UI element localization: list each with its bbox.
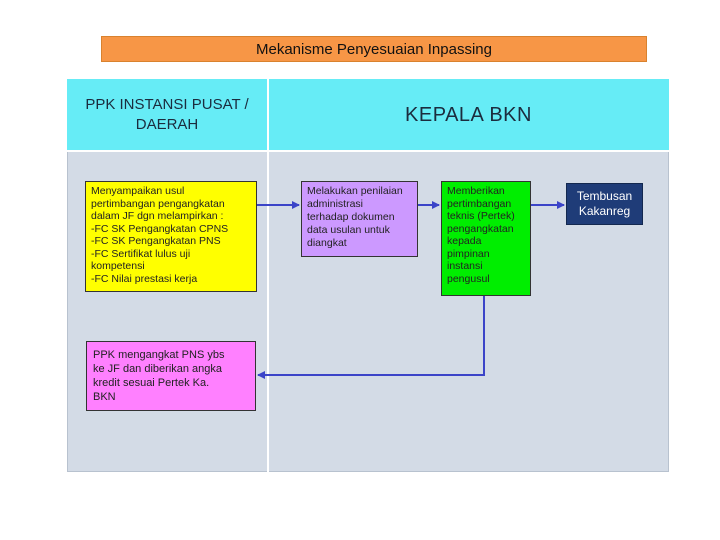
copy-kakanreg-box: Tembusan Kakanreg [566, 183, 643, 225]
lane-header-bkn: KEPALA BKN [268, 79, 669, 151]
diagram-title: Mekanisme Penyesuaian Inpassing [101, 36, 647, 62]
lane-header-ppk: PPK INSTANSI PUSAT / DAERAH [67, 79, 267, 151]
technical-consideration-box: Memberikan pertimbangan teknis (Pertek) pengangkatan kepada pimpinan instansi pengusul [441, 181, 531, 296]
arrow-pertek-to-appoint [258, 296, 484, 375]
admin-review-box: Melakukan penilaian administrasi terhadap dokumen data usulan untuk diangkat [301, 181, 418, 257]
submit-proposal-box: Menyampaikan usul pertimbangan pengangkatan dalam JF dgn melampirkan : -FC SK Pengangkatan CPNS -FC SK Pengangkatan PNS -FC Sertifikat lulus uji kompetensi -FC Nilai prestasi kerja [85, 181, 257, 292]
appoint-pns-box: PPK mengangkat PNS ybs ke JF dan diberikan angka kredit sesuai Pertek Ka. BKN [86, 341, 256, 411]
